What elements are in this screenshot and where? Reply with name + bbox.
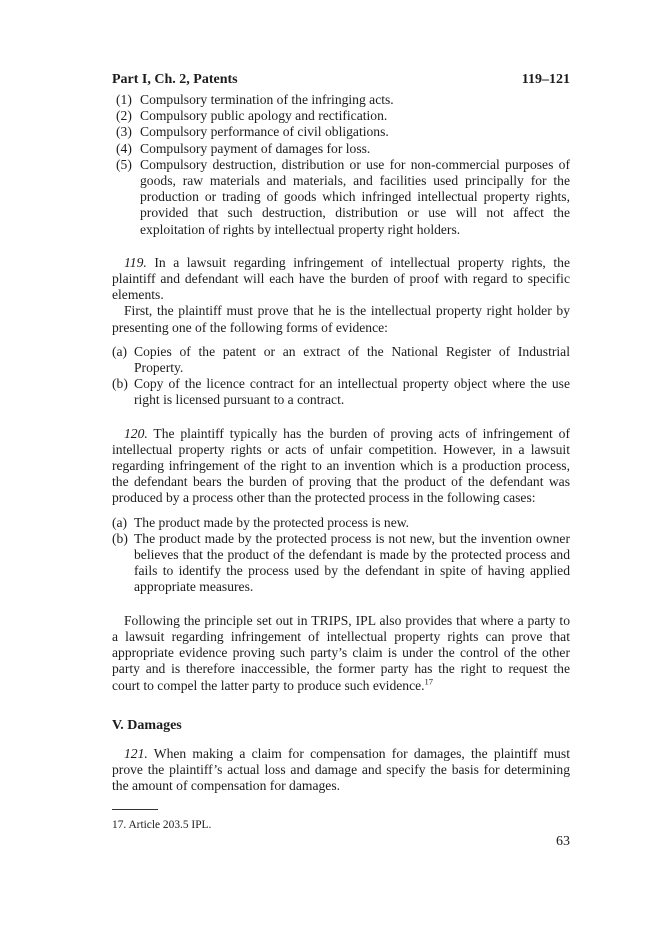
document-page	[112, 72, 570, 832]
remedies-list	[112, 92, 570, 238]
paragraph-number: 121.	[124, 745, 148, 761]
list-item: (b) Copy of the licence contract for an intellectual property object where the use right is licensed pursuant to a contract.	[112, 376, 570, 408]
list-item: (a) The product made by the protected process is new.	[112, 514, 410, 530]
list-item: (a) Copies of the patent or an extract of the National Register of Industrial Property.	[112, 343, 570, 376]
section-heading: V. Damages	[112, 717, 182, 733]
paragraph-number: 120.	[124, 425, 148, 441]
running-header	[112, 72, 570, 92]
header-paragraph-range: 119–121	[521, 72, 570, 87]
paragraph-120: 120. The plaintiff typically has the burden of proving acts of infringement of intellectual property rights or acts of unfair competition. However, in a lawsuit regarding infringement of the right to an invention which is a production process, the defendant bears the burden of proving that the product of the defendant was produced by a process other than the protected process in the following cases:	[112, 425, 570, 506]
header-chapter-title: Part I, Ch. 2, Patents	[112, 72, 238, 87]
list-item: (1) Compulsory termination of the infringing acts.	[116, 92, 394, 107]
document-body	[112, 92, 570, 832]
footnote-reference[interactable]: 17	[424, 675, 434, 686]
paragraph-number: 119.	[124, 254, 147, 270]
evidence-list	[112, 344, 570, 409]
paragraph-121: 121. When making a claim for compensation for damages, the plaintiff must prove the plaintiff’s actual loss and damage and specify the basis for determining the amount of compensation for damages.	[112, 745, 570, 794]
list-item: (3) Compulsory performance of civil obligations.	[116, 124, 389, 140]
list-item: (2) Compulsory public apology and rectification.	[116, 108, 388, 124]
paragraph-trips: Following the principle set out in TRIPS, IPL also provides that where a party to a lawsuit regarding infringement of intellectual property rights can prove that appropriate evidence proving such party’s claim is under the control of the other party and is therefore inaccessible, the former party has the right to request the court to compel the latter party to produce such evidence.$^{17}$	[112, 612, 570, 693]
page-number: 63	[556, 834, 570, 849]
list-item: (b) The product made by the protected process is not new, but the invention owner believes that the product of the defendant is made by the protected process and fails to identify the process used by the defendant in spite of having applied appropriate measures.	[112, 530, 570, 595]
cases-list	[112, 515, 570, 596]
paragraph-119-continued: First, the plaintiff must prove that he is the intellectual property right holder by presenting one of the following forms of evidence:	[112, 303, 570, 335]
list-item: (5) Compulsory destruction, distribution or use for non-commercial purposes of goods, raw materials and materials, and facilities used principally for the production or trading of goods which infringed intellectual property rights, provided that such destruction, distribution or use will not affect the exploitation of rights by intellectual property right holders.	[116, 156, 570, 237]
list-item: (4) Compulsory payment of damages for loss.	[116, 140, 371, 156]
footnote: 17. Article 203.5 IPL.	[112, 818, 212, 831]
paragraph-119: 119. In a lawsuit regarding infringement of intellectual property rights, the plaintiff and defendant will each have the burden of proof with regard to specific elements.	[112, 254, 570, 303]
footnote-divider	[112, 809, 158, 810]
